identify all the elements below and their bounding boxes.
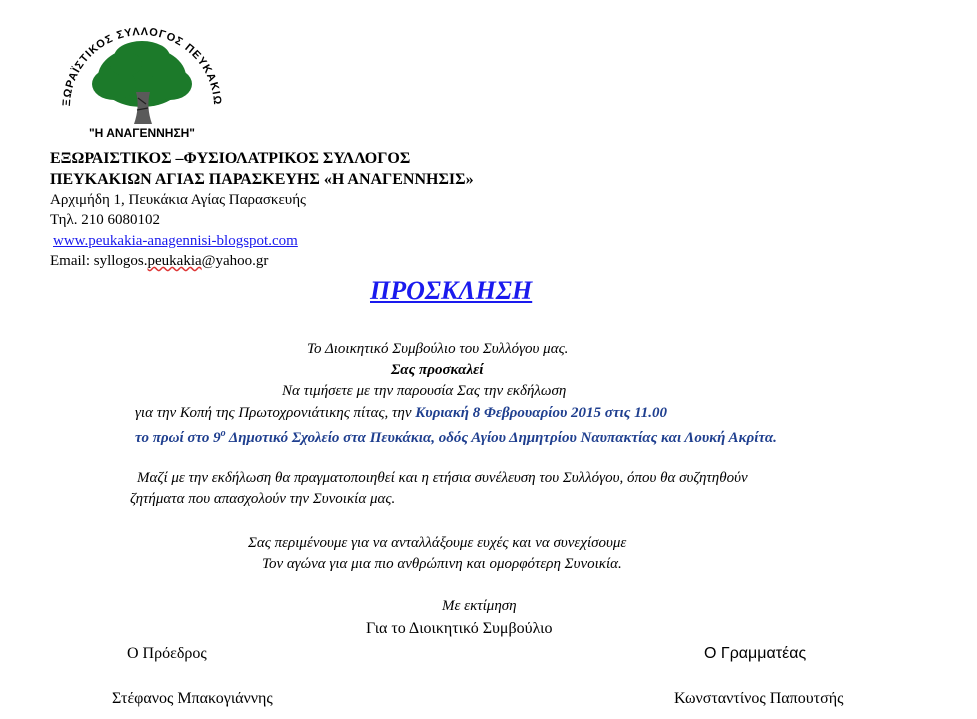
email-suffix: @yahoo.gr — [201, 253, 269, 269]
invitation-line2: Σας προσκαλεί — [391, 362, 484, 378]
association-logo — [42, 12, 242, 152]
board-signature-text: Για το Διοικητικό Συμβούλιο — [366, 620, 553, 637]
location-part-b: Δημοτικό Σχολείο στα Πευκάκια, οδός Αγίου Δημητρίου Ναυπακτίας και Λουκή Ακρίτα. — [225, 430, 777, 446]
email-text — [50, 253, 268, 270]
regards-text: Με εκτίμηση — [442, 598, 517, 614]
secretary-title: Ο Γραμματέας — [704, 645, 807, 662]
event-date: Κυριακή 8 Φεβρουαρίου 2015 στις 11.00 — [411, 405, 668, 421]
assembly-paragraph-line1: Μαζί με την εκδήλωση θα πραγματοποιηθεί και η ετήσια συνέλευση του Συλλόγου, όπου θα συζητηθούν — [137, 470, 748, 486]
association-name-line2: ΠΕΥΚΑΚΙΩΝ ΑΓΙΑΣ ΠΑΡΑΣΚΕΥΗΣ «Η ΑΝΑΓΕΝΝΗΣΙΣ» — [50, 171, 474, 188]
email-prefix: Email: syllogos. — [50, 253, 148, 269]
invitation-line4 — [135, 405, 667, 422]
website-link[interactable]: www.peukakia-anagennisi-blogspot.com — [53, 233, 298, 249]
event-location — [135, 428, 777, 447]
invitation-line3: Να τιμήσετε με την παρουσία Σας την εκδήλωση — [282, 383, 567, 399]
president-name: Στέφανος Μπακογιάννης — [112, 690, 273, 707]
location-part-a: το πρωί στο 9 — [135, 430, 221, 446]
secretary-name: Κωνσταντίνος Παπουτσής — [674, 690, 844, 707]
page-title: ΠΡΟΣΚΛΗΣΗ — [370, 276, 533, 305]
address-text: Αρχιμήδη 1, Πευκάκια Αγίας Παρασκευής — [50, 192, 306, 208]
svg-text:"Η ΑΝΑΓΕΝΝΗΣΗ": "Η ΑΝΑΓΕΝΝΗΣΗ" — [88, 126, 196, 140]
tree-emblem-icon — [42, 12, 242, 152]
location-superscript: ο — [220, 428, 226, 439]
closing-line1: Σας περιμένουμε για να ανταλλάξουμε ευχές και να συνεχίσουμε — [248, 535, 627, 551]
svg-text:ΕΞΩΡΑΪΣΤΙΚΟΣ ΣΥΛΛΟΓΟΣ ΠΕΥΚΑΚΙΩ: ΞΩΡΑΪΣΤΙΚΟΣ ΣΥΛΛΟΓΟΣ ΠΕΥΚΑΚΙΩ — [60, 25, 224, 107]
assembly-paragraph-line2: ζητήματα που απασχολούν την Συνοικία μας. — [130, 491, 396, 507]
invitation-line4-normal: για την Κοπή της Πρωτοχρονιάτικης πίτας, την — [135, 405, 412, 421]
president-title: Ο Πρόεδρος — [127, 645, 207, 662]
association-name-line1: ΕΞΩΡΑΙΣΤΙΚΟΣ –ΦΥΣΙΟΛΑΤΡΙΚΟΣ ΣΥΛΛΟΓΟΣ — [50, 150, 411, 167]
phone-text: Τηλ. 210 6080102 — [50, 212, 160, 228]
closing-line2: Τον αγώνα για μια πιο ανθρώπινη και ομορφότερη Συνοικία. — [262, 556, 622, 572]
invitation-line1: Το Διοικητικό Συμβούλιο του Συλλόγου μας. — [307, 341, 569, 357]
email-word: peukakia — [147, 253, 202, 269]
